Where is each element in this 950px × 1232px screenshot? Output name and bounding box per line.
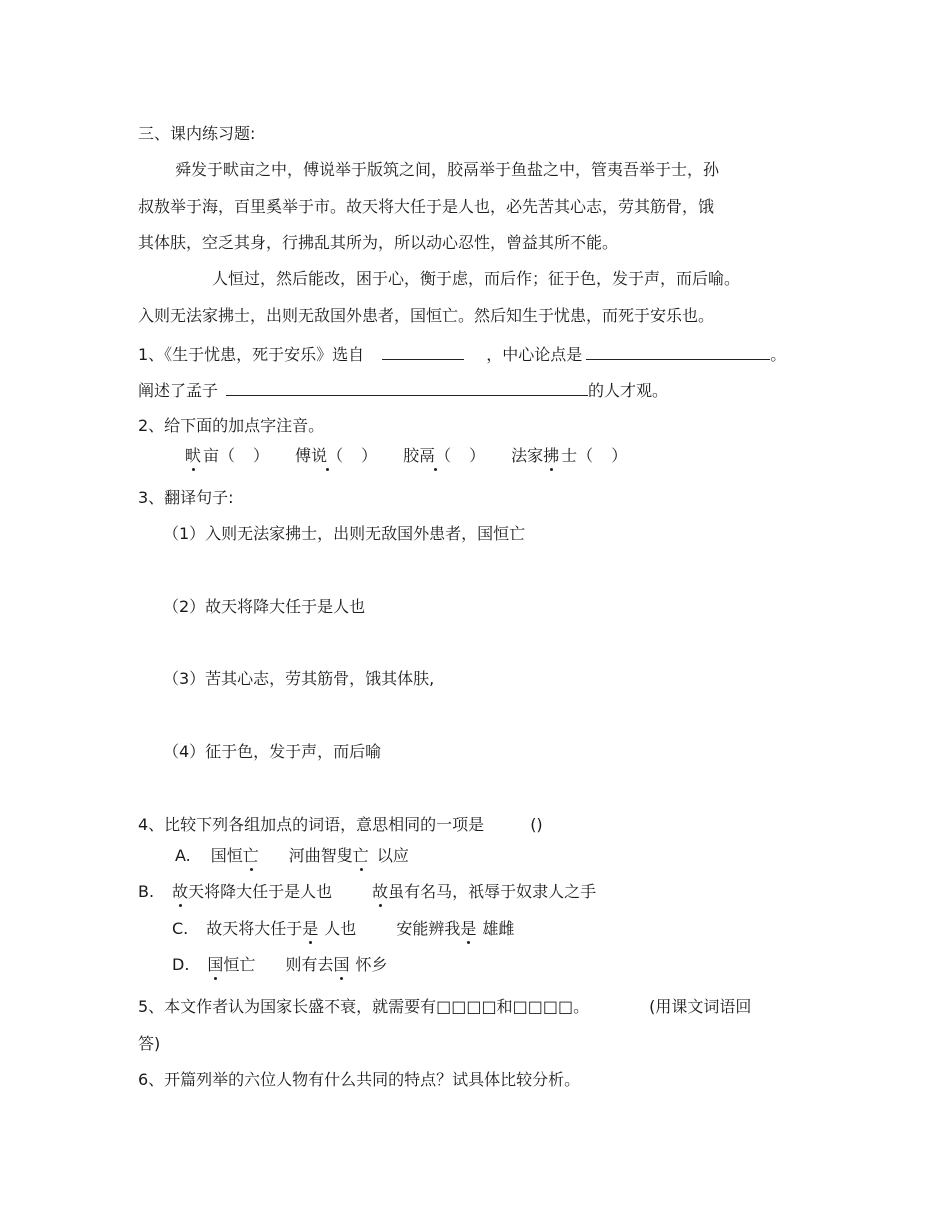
option-text: 河曲智叟 bbox=[288, 846, 353, 865]
question-2-items bbox=[185, 446, 627, 466]
option-c[interactable] bbox=[172, 919, 514, 939]
passage-line: 入则无法家拂士，出则无敌国外患者，国恒亡。然后知生于忧患，而死于安乐也。 bbox=[138, 306, 715, 325]
option-d[interactable] bbox=[172, 955, 387, 975]
dotted-char: 国 bbox=[207, 955, 224, 974]
option-text: 以应 bbox=[376, 846, 409, 865]
option-text: 人也 bbox=[324, 919, 357, 938]
option-label: B. bbox=[138, 882, 155, 901]
dotted-char: 拂 bbox=[543, 446, 560, 465]
dotted-char: 故 bbox=[172, 882, 189, 901]
q1-text: ，中心论点是 bbox=[486, 345, 583, 364]
translate-sentence-1: （1）入则无法家拂士，出则无敌国外患者，国恒亡 bbox=[163, 524, 526, 543]
question-2-title: 2、给下面的加点字注音。 bbox=[138, 416, 325, 435]
question-6-text: 6、开篇列举的六位人物有什么共同的特点？试具体比较分析。 bbox=[138, 1070, 581, 1089]
dotted-char: 说（ bbox=[311, 446, 344, 465]
plain-char: 法家 bbox=[511, 446, 544, 465]
option-label: A. bbox=[175, 846, 191, 865]
passage-line: 舜发于畎亩之中，傅说举于版筑之间，胶鬲举于鱼盐之中，管夷吾举于士，孙 bbox=[175, 160, 720, 179]
option-text: 雄雌 bbox=[482, 919, 515, 938]
option-text: 虽有名马，祇辱于奴隶人之手 bbox=[388, 882, 597, 901]
passage-line: 叔敖举于海，百里奚举于市。故天将大任于是人也，必先苦其心志，劳其筋骨，饿 bbox=[138, 197, 715, 216]
pinyin-slot: ） bbox=[469, 446, 486, 465]
translate-sentence-3: （3）苦其心志，劳其筋骨，饿其体肤, bbox=[163, 669, 435, 688]
option-text: 恒亡 bbox=[223, 955, 256, 974]
dotted-char: 是 bbox=[460, 919, 477, 938]
question-5-note: (用课文词语回 bbox=[649, 997, 752, 1016]
question-3-title: 3、翻译句子: bbox=[138, 488, 234, 507]
dotted-char: 是 bbox=[302, 919, 319, 938]
pinyin-slot: 亩（ bbox=[203, 446, 236, 465]
question-1-line-2 bbox=[138, 379, 668, 401]
question-5-line-1 bbox=[138, 997, 751, 1017]
question-5-note-end: 答) bbox=[138, 1034, 161, 1053]
option-text: 则有去 bbox=[285, 955, 334, 974]
pinyin-slot: ） bbox=[611, 446, 628, 465]
answer-paren: () bbox=[530, 815, 543, 834]
translate-sentence-4: （4）征于色，发于声，而后喻 bbox=[163, 742, 382, 761]
q1-text: 。 bbox=[770, 345, 787, 364]
q1-text: 1、《生于忧患，死于安乐》选自 bbox=[138, 345, 365, 364]
q1-blank-thesis[interactable] bbox=[586, 343, 770, 360]
question-4-title: 4、比较下列各组加点的词语，意思相同的一项是 bbox=[138, 815, 485, 834]
q1-text: 的人才观。 bbox=[588, 381, 669, 400]
option-text: 怀乡 bbox=[355, 955, 388, 974]
plain-char: 傅 bbox=[295, 446, 312, 465]
dotted-char: 亡 bbox=[242, 846, 259, 865]
option-text: 安能辨我 bbox=[396, 919, 461, 938]
q1-blank-view[interactable] bbox=[226, 379, 588, 396]
pinyin-slot: ） bbox=[253, 446, 270, 465]
option-b[interactable] bbox=[138, 882, 596, 902]
option-text: 天将降大任于是人也 bbox=[188, 882, 333, 901]
option-a[interactable] bbox=[175, 846, 409, 866]
q1-blank-source[interactable] bbox=[382, 343, 464, 360]
pinyin-slot: ） bbox=[361, 446, 378, 465]
option-text: 故天将大任于 bbox=[206, 919, 303, 938]
plain-char: 胶 bbox=[403, 446, 420, 465]
passage-line: 其体肤，空乏其身，行拂乱其所为，所以动心忍性，曾益其所不能。 bbox=[138, 233, 619, 252]
question-5-text: 5、本文作者认为国家长盛不衰，就需要有□□□□和□□□□。 bbox=[138, 997, 590, 1016]
translate-sentence-2: （2）故天将降大任于是人也 bbox=[163, 597, 366, 616]
passage-line: 人恒过，然后能改，困于心，衡于虑，而后作；征于色，发于声，而后喻。 bbox=[212, 269, 741, 288]
pinyin-slot: 士（ bbox=[561, 446, 594, 465]
option-text: 国恒 bbox=[210, 846, 243, 865]
dotted-char: 畎 bbox=[185, 446, 202, 465]
dotted-char: 鬲（ bbox=[419, 446, 452, 465]
dotted-char: 国 bbox=[333, 955, 350, 974]
option-label: C. bbox=[172, 919, 189, 938]
q1-text: 阐述了孟子 bbox=[138, 381, 219, 400]
dotted-char: 亡 bbox=[352, 846, 369, 865]
option-label: D. bbox=[172, 955, 190, 974]
question-4-title-line bbox=[138, 815, 543, 835]
question-1-line-1 bbox=[138, 343, 786, 365]
section-title: 三、课内练习题: bbox=[138, 124, 256, 143]
dotted-char: 故 bbox=[372, 882, 389, 901]
